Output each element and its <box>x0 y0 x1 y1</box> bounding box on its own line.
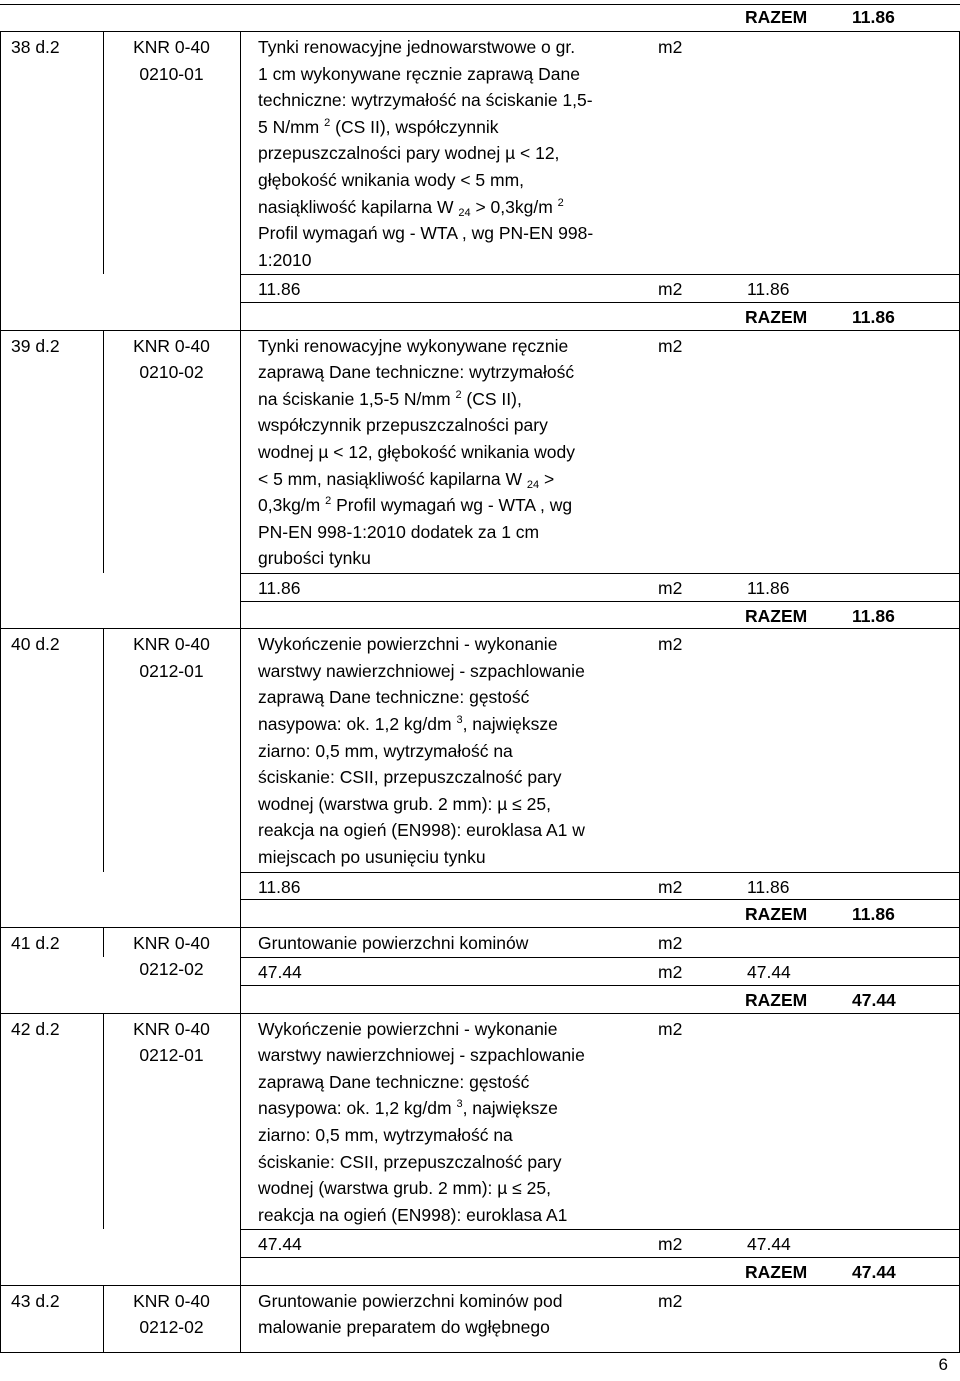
quantity-unit: m2 <box>658 876 683 897</box>
description-line: wodnej µ < 12, głębokość wnikania wody <box>258 441 576 462</box>
table-border <box>103 1013 104 1230</box>
description-line: < 5 mm, nasiąkliwość kapilarna W $_{24}$ > <box>258 468 555 491</box>
item-description <box>258 34 593 273</box>
description-line: Wykończenie powierzchni - wykonanie <box>258 634 558 655</box>
razem-value: 47.44 <box>852 1262 896 1282</box>
table-border <box>240 573 241 628</box>
quantity-total: 47.44 <box>747 962 791 983</box>
knr-code-detail: 0212-02 <box>139 1317 204 1338</box>
table-border <box>240 628 241 871</box>
quantity: 47.44 <box>258 1234 302 1255</box>
table-border <box>0 274 1 329</box>
quantity-total: 11.86 <box>747 578 790 598</box>
description-line: zaprawą Dane techniczne: wytrzymałość <box>258 362 575 383</box>
table-border <box>240 274 960 275</box>
table-border <box>240 899 960 900</box>
description-line: wodnej (warstwa grub. 2 mm): µ ≤ 25, <box>258 1178 551 1199</box>
item-number: 43 d.2 <box>11 1290 60 1311</box>
quantity: 11.86 <box>258 876 301 897</box>
description-line: 1 cm wykonywane ręcznie zaprawą Dane <box>258 63 580 84</box>
description-line: malowanie preparatem do wgłębnego <box>258 1317 550 1338</box>
description-line: 5 N/mm $^2$ (CS II), współczynnik <box>258 116 499 137</box>
quantity: 47.44 <box>258 962 302 983</box>
knr-code: KNR 0-40 <box>133 1018 210 1039</box>
table-border <box>0 1013 960 1014</box>
item-number: 42 d.2 <box>11 1018 60 1039</box>
description-line: ściskanie: CSII, przepuszczalność pary <box>258 767 562 788</box>
table-border <box>0 4 960 5</box>
description-line: ściskanie: CSII, przepuszczalność pary <box>258 1151 562 1172</box>
knr-code-detail: 0210-01 <box>139 63 204 84</box>
knr-code: KNR 0-40 <box>133 335 210 356</box>
knr-code-detail: 0212-02 <box>139 959 204 980</box>
table-border <box>0 330 1 573</box>
quantity-total: 47.44 <box>747 1234 791 1255</box>
item-description <box>258 1288 562 1341</box>
table-border <box>0 872 1 927</box>
knr-code: KNR 0-40 <box>133 1290 210 1311</box>
description-line: warstwy nawierzchniowej - szpachlowanie <box>258 660 585 681</box>
description-line: reakcja na ogień (EN998): euroklasa A1 <box>258 1204 568 1225</box>
table-border <box>0 573 1 628</box>
description-line: nasypowa: ok. 1,2 kg/dm $^3$, największe <box>258 713 558 734</box>
razem-value: 11.86 <box>852 904 895 925</box>
quantity: 11.86 <box>258 279 301 300</box>
description-line: Tynki renowacyjne jednowarstwowe o gr. <box>258 37 576 57</box>
description-line: nasypowa: ok. 1,2 kg/dm $^3$, największe <box>258 1098 558 1119</box>
description-line: PN-EN 998-1:2010 dodatek za 1 cm <box>258 521 540 542</box>
table-border <box>0 31 960 32</box>
knr-code: KNR 0-40 <box>133 37 210 57</box>
quantity-unit: m2 <box>658 279 683 300</box>
table-border <box>240 872 241 927</box>
description-line: nasiąkliwość kapilarna W $_{24}$ > 0,3kg/m $^2$ <box>258 196 564 219</box>
description-line: reakcja na ogień (EN998): euroklasa A1 w <box>258 820 585 841</box>
description-line: warstwy nawierzchniowej - szpachlowanie <box>258 1045 585 1066</box>
table-border <box>0 927 960 928</box>
unit: m2 <box>658 932 683 953</box>
razem-label: RAZEM <box>745 904 808 925</box>
table-border <box>240 872 960 873</box>
description-line: ziarno: 0,5 mm, wytrzymałość na <box>258 1124 513 1145</box>
table-border <box>240 927 241 958</box>
quantity-unit: m2 <box>658 962 683 983</box>
razem-label: RAZEM <box>745 307 808 327</box>
quantity-unit: m2 <box>658 578 683 598</box>
description-line: Wykończenie powierzchni - wykonanie <box>258 1018 558 1039</box>
description-line: przepuszczalności pary wodnej µ < 12, <box>258 143 560 164</box>
table-border <box>103 1285 104 1352</box>
table-border <box>240 573 960 574</box>
description-line: zaprawą Dane techniczne: gęstość <box>258 1071 530 1092</box>
table-border <box>0 31 1 274</box>
description-line: 1:2010 <box>258 249 312 270</box>
table-border <box>240 1229 241 1284</box>
item-number: 40 d.2 <box>11 634 60 655</box>
description-line: grubości tynku <box>258 548 371 569</box>
table-border <box>103 330 104 573</box>
knr-code: KNR 0-40 <box>133 932 210 953</box>
description-line: Tynki renowacyjne wykonywane ręcznie <box>258 335 569 356</box>
razem-value: 11.86 <box>852 605 895 626</box>
description-line: Profil wymagań wg - WTA , wg PN-EN 998- <box>258 223 594 244</box>
quantity-total: 11.86 <box>747 279 790 300</box>
item-number: 38 d.2 <box>11 37 60 57</box>
page-number: 6 <box>938 1355 948 1374</box>
description-line: współczynnik przepuszczalności pary <box>258 415 548 436</box>
table-border <box>0 1285 960 1286</box>
description-line: ziarno: 0,5 mm, wytrzymałość na <box>258 740 513 761</box>
table-border <box>240 1257 960 1258</box>
razem-label: RAZEM <box>745 7 808 27</box>
item-description <box>258 631 585 870</box>
table-border <box>0 628 1 871</box>
unit: m2 <box>658 37 683 57</box>
knr-code-detail: 0210-02 <box>139 362 204 383</box>
table-border <box>240 957 241 1012</box>
table-border <box>240 274 241 329</box>
razem-value: 11.86 <box>852 7 895 27</box>
quantity: 11.86 <box>258 578 301 598</box>
description-line: Gruntowanie powierzchni kominów <box>258 932 529 953</box>
description-line: 0,3kg/m $^2$ Profil wymagań wg - WTA , wg <box>258 495 573 516</box>
knr-code-detail: 0212-01 <box>139 660 204 681</box>
unit: m2 <box>658 1290 683 1311</box>
item-description <box>258 333 575 572</box>
table-border <box>0 1285 1 1352</box>
razem-label: RAZEM <box>745 990 808 1010</box>
unit: m2 <box>658 1018 683 1039</box>
unit: m2 <box>658 634 683 655</box>
table-border <box>240 1285 241 1352</box>
table-border <box>240 1229 960 1230</box>
description-line: głębokość wnikania wody < 5 mm, <box>258 169 525 190</box>
table-border <box>0 1013 1 1230</box>
razem-label: RAZEM <box>745 1262 808 1282</box>
item-number: 39 d.2 <box>11 335 60 356</box>
table-border <box>103 31 104 274</box>
item-description <box>258 1016 585 1229</box>
description-line: techniczne: wytrzymałość na ściskanie 1,5- <box>258 90 593 111</box>
table-border <box>240 302 960 303</box>
table-border <box>240 957 960 958</box>
table-border <box>240 985 960 986</box>
table-border <box>240 330 241 573</box>
item-description <box>258 930 528 957</box>
table-border <box>0 957 1 1012</box>
unit: m2 <box>658 335 683 356</box>
table-border <box>0 1229 1 1284</box>
razem-value: 11.86 <box>852 307 895 327</box>
quantity-unit: m2 <box>658 1234 683 1255</box>
razem-label: RAZEM <box>745 605 808 626</box>
knr-code-detail: 0212-01 <box>139 1045 204 1066</box>
table-border <box>0 628 960 629</box>
table-border <box>0 1352 960 1353</box>
knr-code: KNR 0-40 <box>133 634 210 655</box>
table-border <box>103 628 104 871</box>
table-border <box>0 330 960 331</box>
description-line: Gruntowanie powierzchni kominów pod <box>258 1290 563 1311</box>
description-line: zaprawą Dane techniczne: gęstość <box>258 687 530 708</box>
table-border <box>240 31 241 274</box>
quantity-total: 11.86 <box>747 876 790 897</box>
description-line: na ściskanie 1,5-5 N/mm $^2$ (CS II), <box>258 388 522 409</box>
description-line: miejscach po usunięciu tynku <box>258 846 486 867</box>
table-border <box>240 601 960 602</box>
table-border <box>240 1013 241 1230</box>
item-number: 41 d.2 <box>11 932 60 953</box>
table-border <box>103 927 104 958</box>
description-line: wodnej (warstwa grub. 2 mm): µ ≤ 25, <box>258 793 551 814</box>
razem-value: 47.44 <box>852 990 896 1010</box>
table-border <box>0 927 1 958</box>
